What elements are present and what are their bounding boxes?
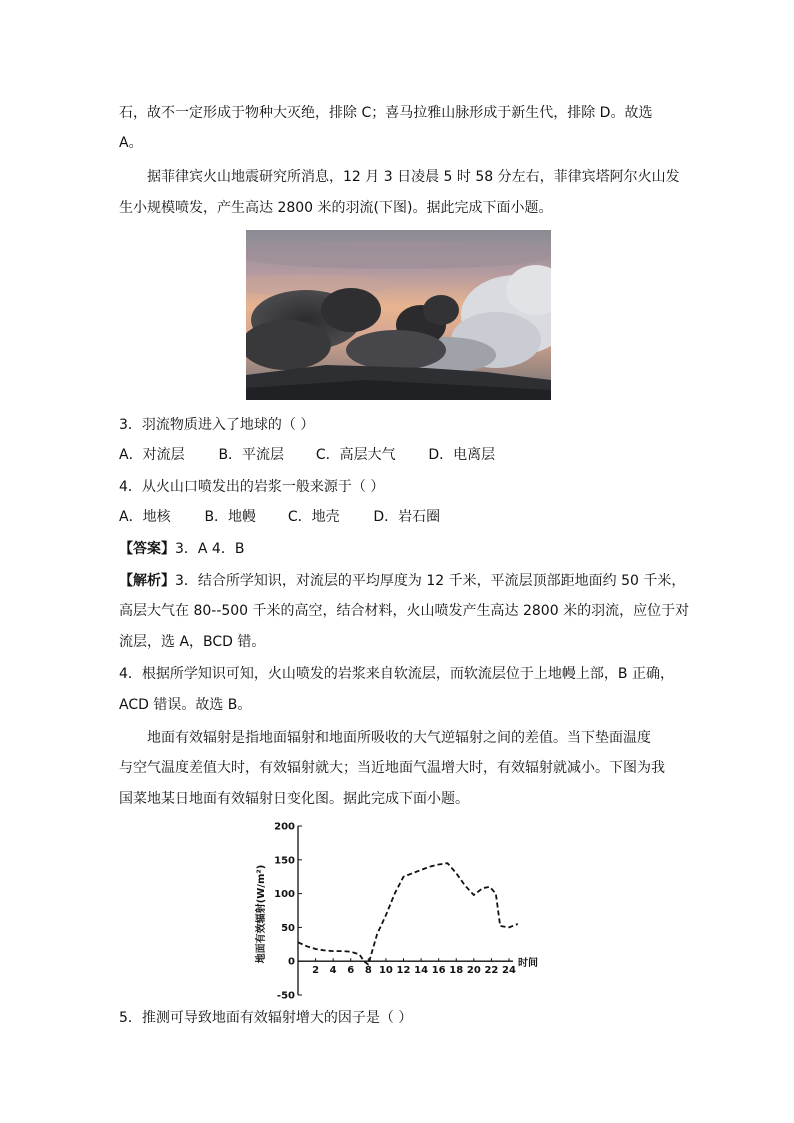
option-b: B．平流层 xyxy=(218,447,285,463)
y-tick-label: 50 xyxy=(281,922,295,934)
passage-volcano-line2: 生小规模喷发，产生高达 2800 米的羽流(下图)。据此完成下面小题。 xyxy=(119,200,553,216)
y-tick-label: 200 xyxy=(274,821,295,833)
analysis-line2: 高层大气在 80--500 千米的高空，结合材料，火山喷发产生高达 2800 米的羽流，应位于对 xyxy=(119,603,690,619)
x-tick-label: 24 xyxy=(502,965,516,977)
question-4: 4．从火山口喷发出的岩浆一般来源于（ ） xyxy=(119,479,385,495)
option-a: A．对流层 xyxy=(119,447,185,463)
y-axis-label: 地面有效辐射(W/m²) xyxy=(256,864,267,964)
effective-radiation-chart xyxy=(252,818,552,1003)
x-tick-label: 22 xyxy=(484,965,499,977)
question-5: 5．推测可导致地面有效辐射增大的因子是（ ） xyxy=(119,1010,413,1026)
question-4-options xyxy=(119,507,440,527)
passage-volcano-line1: 据菲律宾火山地震研究所消息，12 月 3 日凌晨 5 时 58 分左右，菲律宾塔阿尔火山发 xyxy=(147,169,680,185)
x-tick-label: 18 xyxy=(449,965,464,977)
x-tick-label: 16 xyxy=(431,965,446,977)
passage-radiation-line1: 地面有效辐射是指地面辐射和地面所吸收的大气逆辐射之间的差值。当下垫面温度 xyxy=(147,730,651,746)
x-tick-label: 10 xyxy=(378,965,393,977)
analysis-line5: ACD 错误。故选 B。 xyxy=(119,697,252,713)
answer-value: 3．A 4．B xyxy=(175,541,245,557)
x-tick-label: 20 xyxy=(466,965,481,977)
volcano-plume-photo xyxy=(246,230,551,400)
x-tick-label: 6 xyxy=(347,965,355,977)
analysis-line1 xyxy=(119,571,685,591)
question-3-options xyxy=(119,445,495,465)
y-tick-label: 150 xyxy=(274,855,295,867)
answer-tag: 【答案】 xyxy=(119,541,175,557)
x-axis-label: 时间 xyxy=(518,958,538,969)
x-tick-label: 2 xyxy=(312,965,320,977)
x-tick-label: 14 xyxy=(414,965,429,977)
series-line xyxy=(298,863,518,964)
analysis-line4: 4．根据所学知识可知，火山喷发的岩浆来自软流层，而软流层位于上地幔上部，B 正确， xyxy=(119,666,674,682)
option-a: A．地核 xyxy=(119,509,171,525)
analysis-line3: 流层，选 A，BCD 错。 xyxy=(119,634,266,650)
option-c: C．高层大气 xyxy=(315,447,396,463)
passage-radiation-line3: 国菜地某日地面有效辐射日变化图。据此完成下面小题。 xyxy=(119,791,469,807)
option-b: B．地幔 xyxy=(204,509,257,525)
option-d: D．岩石圈 xyxy=(373,509,441,525)
passage-radiation-line2: 与空气温度差值大时，有效辐射就大；当近地面气温增大时，有效辐射就减小。下图为我 xyxy=(119,760,665,776)
answer-line xyxy=(119,539,244,559)
option-d: D．电离层 xyxy=(428,447,496,463)
text-line: 石，故不一定形成于物种大灭绝，排除 C；喜马拉雅山脉形成于新生代，排除 D。故选 xyxy=(119,105,653,121)
analysis-tag: 【解析】 xyxy=(119,573,175,589)
y-tick-label: 100 xyxy=(274,889,295,901)
y-tick-label: 0 xyxy=(288,956,295,968)
y-tick-label: -50 xyxy=(276,990,295,1002)
chart-ticks xyxy=(274,822,516,1002)
x-tick-label: 8 xyxy=(364,965,372,977)
question-3: 3．羽流物质进入了地球的（ ） xyxy=(119,417,315,433)
chart-series xyxy=(298,863,518,964)
option-c: C．地壳 xyxy=(287,509,340,525)
x-tick-label: 12 xyxy=(396,965,411,977)
x-tick-label: 4 xyxy=(329,965,337,977)
text-line: A。 xyxy=(119,135,143,151)
analysis-text: 3．结合所学知识，对流层的平均厚度为 12 千米，平流层顶部距地面约 50 千米， xyxy=(175,573,686,589)
